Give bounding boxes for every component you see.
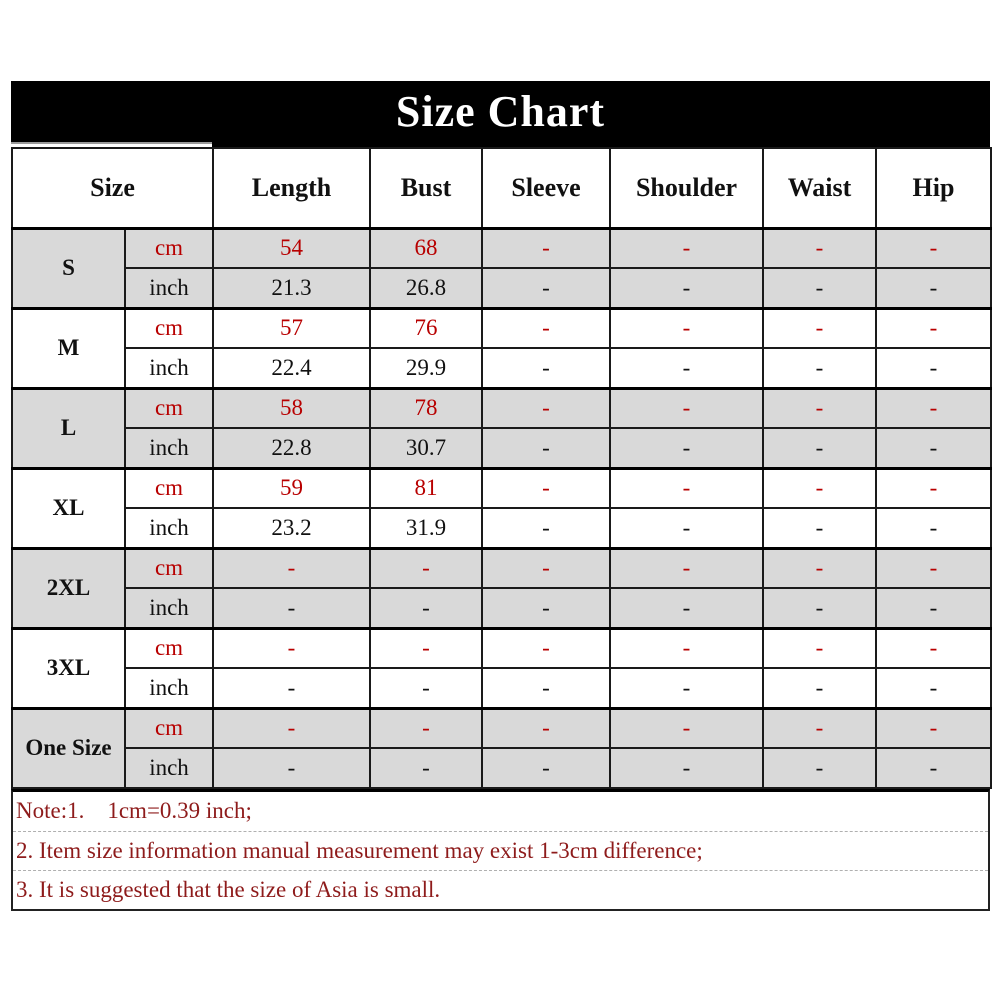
value-m-inch-sleeve: - [482,348,610,388]
row-2xl-cm [12,548,991,588]
value-xl-cm-shoulder: - [610,468,763,508]
title-bar-notch [11,142,212,147]
unit-label-inch: inch [125,268,213,308]
value-s-cm-sleeve: - [482,228,610,268]
column-header-hip: Hip [876,148,991,228]
unit-label-inch: inch [125,668,213,708]
value-3xl-inch-sleeve: - [482,668,610,708]
value-3xl-inch-bust: - [370,668,482,708]
size-label-m: M [12,308,125,388]
row-xl-cm [12,468,991,508]
value-l-cm-shoulder: - [610,388,763,428]
column-header-shoulder: Shoulder [610,148,763,228]
value-one-size-inch-bust: - [370,748,482,788]
row-s-inch [12,268,991,308]
value-3xl-inch-waist: - [763,668,876,708]
value-2xl-inch-shoulder: - [610,588,763,628]
value-s-inch-sleeve: - [482,268,610,308]
value-2xl-cm-shoulder: - [610,548,763,588]
value-2xl-inch-waist: - [763,588,876,628]
value-l-inch-bust: 30.7 [370,428,482,468]
value-m-inch-bust: 29.9 [370,348,482,388]
column-header-size: Size [12,148,213,228]
value-m-cm-bust: 76 [370,308,482,348]
value-3xl-cm-bust: - [370,628,482,668]
value-l-cm-hip: - [876,388,991,428]
row-one-size-cm [12,708,991,748]
value-xl-cm-length: 59 [213,468,370,508]
value-s-inch-bust: 26.8 [370,268,482,308]
value-m-cm-shoulder: - [610,308,763,348]
size-label-xl: XL [12,468,125,548]
value-3xl-cm-waist: - [763,628,876,668]
value-2xl-cm-length: - [213,548,370,588]
value-2xl-cm-hip: - [876,548,991,588]
value-3xl-inch-shoulder: - [610,668,763,708]
value-one-size-inch-sleeve: - [482,748,610,788]
row-l-cm [12,388,991,428]
row-m-inch [12,348,991,388]
value-one-size-cm-waist: - [763,708,876,748]
size-label-s: S [12,228,125,308]
value-l-inch-hip: - [876,428,991,468]
value-one-size-cm-bust: - [370,708,482,748]
value-s-inch-shoulder: - [610,268,763,308]
value-l-cm-length: 58 [213,388,370,428]
value-s-cm-hip: - [876,228,991,268]
row-3xl-inch [12,668,991,708]
value-l-inch-length: 22.8 [213,428,370,468]
value-xl-inch-length: 23.2 [213,508,370,548]
unit-label-inch: inch [125,348,213,388]
size-label-one-size: One Size [12,708,125,788]
value-s-cm-waist: - [763,228,876,268]
title-bar [11,81,990,147]
column-header-sleeve: Sleeve [482,148,610,228]
table-header-row [12,148,991,228]
value-xl-cm-waist: - [763,468,876,508]
value-xl-inch-bust: 31.9 [370,508,482,548]
value-m-inch-waist: - [763,348,876,388]
value-one-size-inch-shoulder: - [610,748,763,788]
value-xl-inch-hip: - [876,508,991,548]
unit-label-inch: inch [125,588,213,628]
value-s-inch-hip: - [876,268,991,308]
value-xl-cm-bust: 81 [370,468,482,508]
value-l-cm-waist: - [763,388,876,428]
unit-label-cm: cm [125,468,213,508]
value-3xl-inch-hip: - [876,668,991,708]
value-one-size-cm-sleeve: - [482,708,610,748]
column-header-bust: Bust [370,148,482,228]
value-3xl-inch-length: - [213,668,370,708]
value-3xl-cm-shoulder: - [610,628,763,668]
row-2xl-inch [12,588,991,628]
size-label-l: L [12,388,125,468]
value-l-inch-waist: - [763,428,876,468]
row-one-size-inch [12,748,991,788]
value-l-inch-sleeve: - [482,428,610,468]
value-3xl-cm-hip: - [876,628,991,668]
value-2xl-inch-bust: - [370,588,482,628]
unit-label-cm: cm [125,388,213,428]
row-m-cm [12,308,991,348]
value-2xl-cm-waist: - [763,548,876,588]
value-xl-cm-sleeve: - [482,468,610,508]
value-s-cm-shoulder: - [610,228,763,268]
unit-label-inch: inch [125,428,213,468]
column-header-waist: Waist [763,148,876,228]
value-2xl-inch-length: - [213,588,370,628]
value-2xl-cm-sleeve: - [482,548,610,588]
value-l-cm-sleeve: - [482,388,610,428]
value-one-size-inch-hip: - [876,748,991,788]
value-m-inch-length: 22.4 [213,348,370,388]
value-m-inch-hip: - [876,348,991,388]
unit-label-cm: cm [125,628,213,668]
value-one-size-inch-waist: - [763,748,876,788]
value-m-inch-shoulder: - [610,348,763,388]
size-table [11,147,992,789]
notes-box [11,789,990,911]
value-one-size-cm-length: - [213,708,370,748]
value-s-cm-length: 54 [213,228,370,268]
unit-label-inch: inch [125,508,213,548]
value-s-inch-waist: - [763,268,876,308]
value-2xl-inch-hip: - [876,588,991,628]
value-l-cm-bust: 78 [370,388,482,428]
row-xl-inch [12,508,991,548]
value-one-size-cm-hip: - [876,708,991,748]
page-title: Size Chart [395,87,606,136]
column-header-length: Length [213,148,370,228]
unit-label-cm: cm [125,308,213,348]
unit-label-cm: cm [125,228,213,268]
unit-label-cm: cm [125,708,213,748]
value-3xl-cm-sleeve: - [482,628,610,668]
value-m-cm-length: 57 [213,308,370,348]
value-m-cm-sleeve: - [482,308,610,348]
note-line-3: 3. It is suggested that the size of Asia is small. [13,870,988,909]
row-3xl-cm [12,628,991,668]
size-label-3xl: 3XL [12,628,125,708]
note-line-1: Note:1. 1cm=0.39 inch; [16,798,252,823]
row-l-inch [12,428,991,468]
value-xl-inch-shoulder: - [610,508,763,548]
value-xl-cm-hip: - [876,468,991,508]
value-one-size-cm-shoulder: - [610,708,763,748]
value-2xl-cm-bust: - [370,548,482,588]
value-2xl-inch-sleeve: - [482,588,610,628]
note-line-2: 2. Item size information manual measurement may exist 1-3cm difference; [13,831,988,870]
value-s-inch-length: 21.3 [213,268,370,308]
value-m-cm-hip: - [876,308,991,348]
value-xl-inch-waist: - [763,508,876,548]
size-chart-sheet [11,81,990,911]
unit-label-inch: inch [125,748,213,788]
value-one-size-inch-length: - [213,748,370,788]
value-m-cm-waist: - [763,308,876,348]
value-l-inch-shoulder: - [610,428,763,468]
row-s-cm [12,228,991,268]
value-s-cm-bust: 68 [370,228,482,268]
value-3xl-cm-length: - [213,628,370,668]
unit-label-cm: cm [125,548,213,588]
value-xl-inch-sleeve: - [482,508,610,548]
size-label-2xl: 2XL [12,548,125,628]
